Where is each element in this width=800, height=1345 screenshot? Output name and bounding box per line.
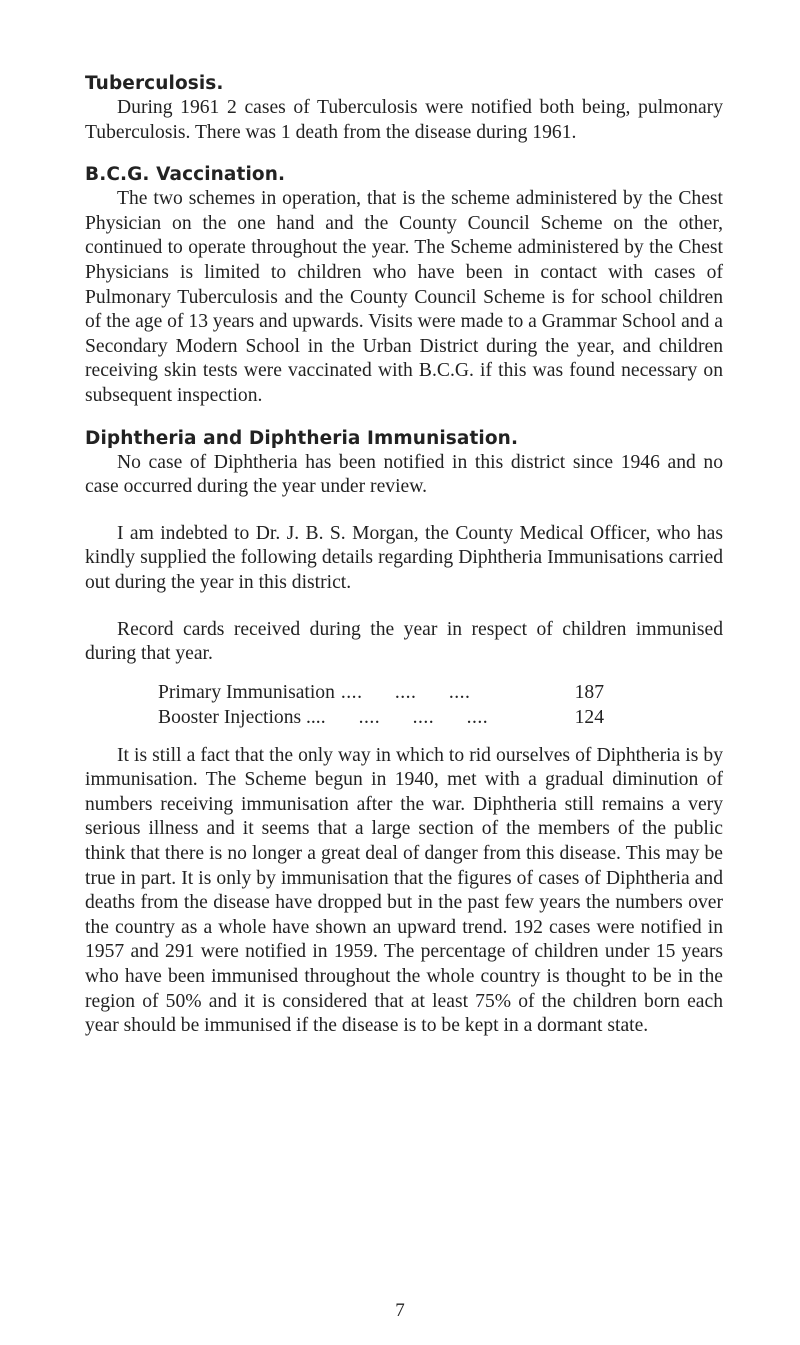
- immunisation-stats-table: [85, 681, 604, 731]
- stat-label: Booster Injections ....: [158, 706, 326, 728]
- diphtheria-heading: Diphtheria and Diphtheria Immunisation.: [85, 427, 519, 449]
- stat-row-booster-injections: [158, 706, 604, 731]
- stat-label: Primary Immunisation: [158, 681, 335, 703]
- diphtheria-paragraph-immunisation-trend: It is still a fact that the only way in which to rid ourselves of Diphtheria is by immunisation. The Scheme begun in 1940, met with a gradual diminution of numbers receiving immunisation after the war. Diphtheria still remains a very serious illness and it seems that a large section of the members of the public think that there is no longer a great deal of danger from this disease. This may be true in part. It is only by immunisation that the figures of cases of Diphtheria and deaths from the disease have dropped but in the past few years the numbers over the country as a whole have shown an upward trend. 192 cases were notified in 1957 and 291 were notified in 1959. The percentage of children under 15 years who have been immunised throughout the whole country is thought to be in the region of 50% and it is considered that at least 75% of the children born each year should be immunised if the disease is to be kept in a dormant state.: [85, 744, 723, 1037]
- document-page: [85, 72, 723, 1039]
- diphtheria-paragraph-notifications: No case of Diphtheria has been notified in this district since 1946 and no case occurred during the year under review.: [85, 451, 723, 498]
- bcg-vaccination-paragraph: The two schemes in operation, that is the scheme administered by the Chest Physician on the one hand and the County Council Scheme on the other, continued to operate throughout the year. The Scheme administered by the Chest Physicians is limited to children who have been in contact with cases of Pulmonary Tuberculosis and the County Council Scheme is for school children of the age of 13 years and upwards. Visits were made to a Grammar School and a Secondary Modern School in the Urban District during the year, and children receiving skin tests were vaccinated with B.C.G. if this was found necessary on subsequent inspection.: [85, 188, 723, 406]
- diphtheria-paragraph-record-cards: Record cards received during the year in respect of children immunised during that year.: [85, 618, 723, 665]
- tuberculosis-heading: Tuberculosis.: [85, 73, 224, 94]
- stat-leader-dots: .... .... ....: [340, 681, 471, 703]
- page-number: 7: [395, 1300, 405, 1321]
- stat-leader-dots: .... .... ....: [331, 706, 489, 728]
- stat-row-primary-immunisation: [158, 681, 604, 706]
- bcg-vaccination-heading: B.C.G. Vaccination.: [85, 164, 286, 186]
- stat-value: 124: [574, 706, 604, 728]
- tuberculosis-paragraph: During 1961 2 cases of Tuberculosis were notified both being, pulmonary Tuberculosis. There was 1 death from the disease during 1961.: [85, 97, 723, 143]
- stat-value: 187: [574, 681, 604, 703]
- diphtheria-paragraph-acknowledgement: I am indebted to Dr. J. B. S. Morgan, the County Medical Officer, who has kindly supplied the following details regarding Diphtheria Immunisations carried out during the year in this district.: [85, 522, 723, 593]
